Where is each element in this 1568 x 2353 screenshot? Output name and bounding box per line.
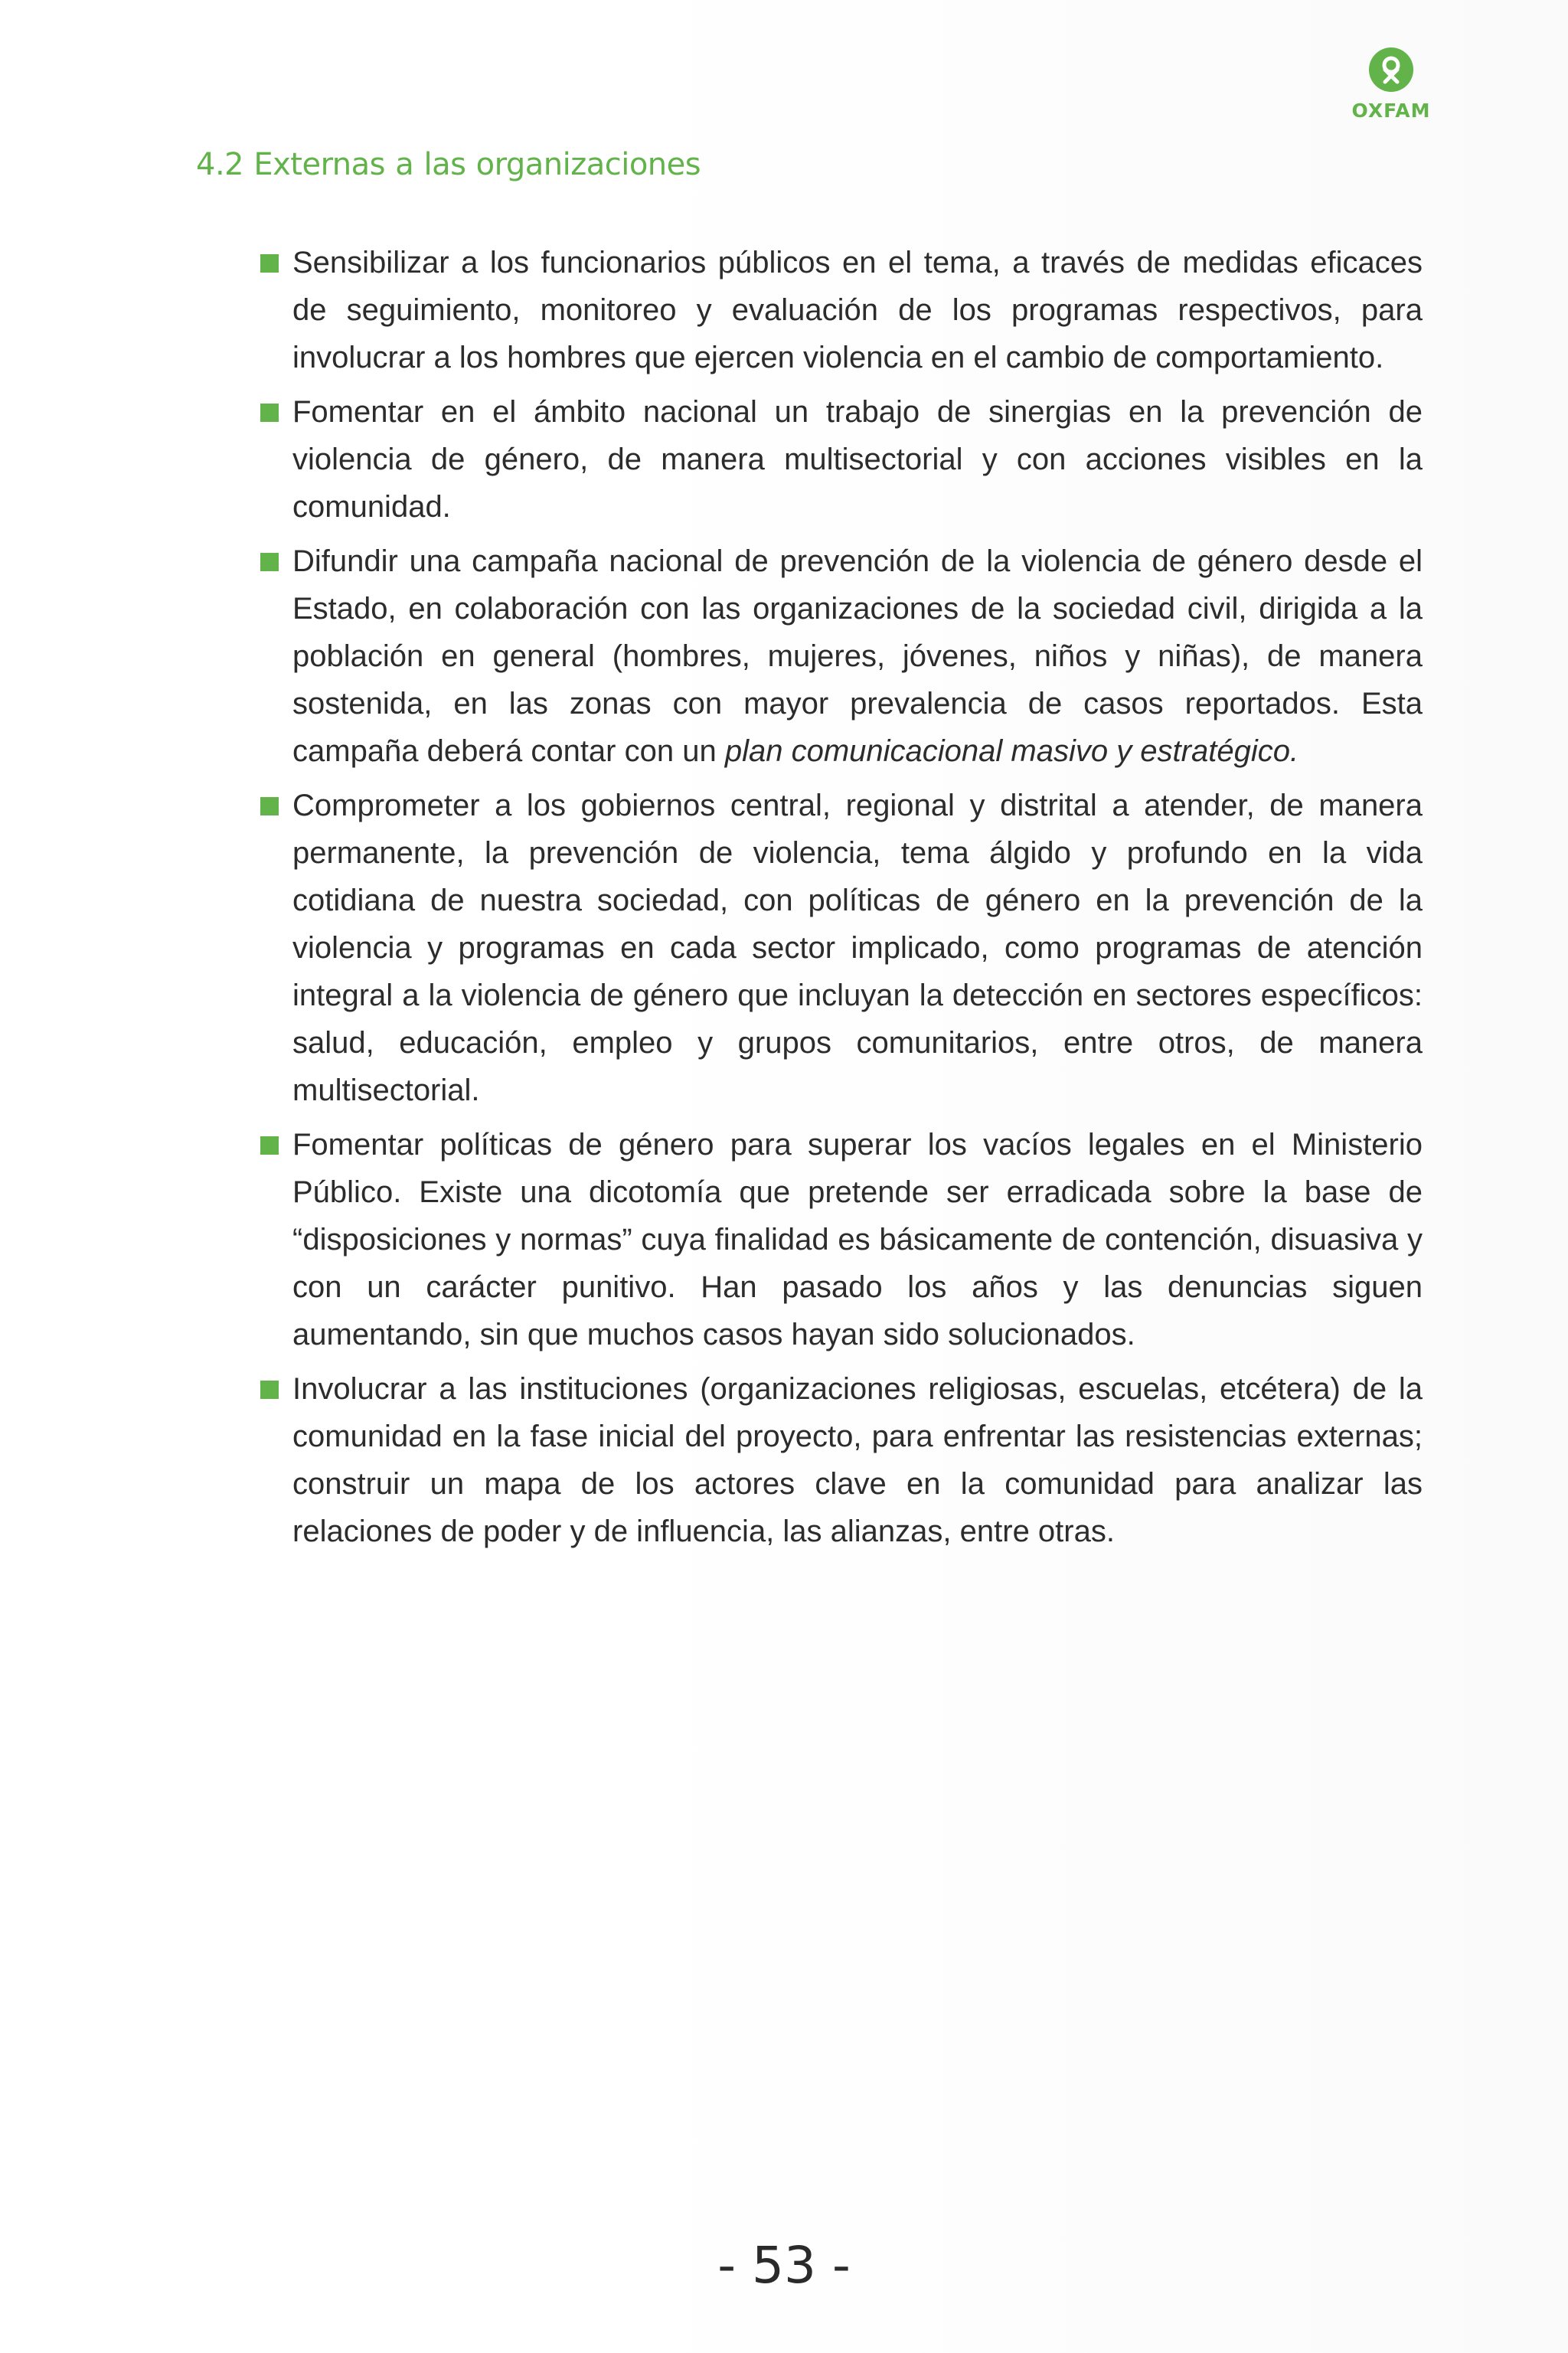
- bullet-square-icon: [260, 1381, 279, 1399]
- list-item-text: Fomentar en el ámbito nacional un trabajo de sinergias en la prevención de violencia de género, de manera multisectorial y con acciones visibles en la comunidad.: [292, 395, 1423, 524]
- bullet-square-icon: [260, 797, 279, 815]
- list-item-emphasis: plan comunicacional masivo y estratégico.: [724, 734, 1299, 768]
- page-number: - 53 -: [717, 2236, 851, 2295]
- list-item-text: Fomentar políticas de género para superar los vacíos legales en el Ministerio Público. Existe una dicotomía que pretende ser erradicada sobre la base de “disposiciones y normas” cuya finalidad es básicamente de contención, disuasiva y con un carácter punitivo. Han pasado los años y las denuncias siguen aumentando, sin que muchos casos hayan sido solucionados.: [292, 1128, 1423, 1351]
- bullet-square-icon: [260, 553, 279, 571]
- list-item-text: Involucrar a las instituciones (organizaciones religiosas, escuelas, etcétera) de la comunidad en la fase inicial del proyecto, para enfrentar las resistencias externas; construir un mapa de los actores clave en la comunidad para analizar las relaciones de poder y de influencia, las alianzas, entre otras.: [292, 1372, 1423, 1548]
- list-item: [257, 782, 1423, 1114]
- list-item: [257, 388, 1423, 531]
- list-item-text: [292, 544, 1423, 768]
- list-item: [257, 1121, 1423, 1358]
- list-item: [257, 239, 1423, 381]
- list-item-text: Sensibilizar a los funcionarios públicos en el tema, a través de medidas eficaces de seguimiento, monitoreo y evaluación de los programas respectivos, para involucrar a los hombres que ejercen violencia en el cambio de comportamiento.: [292, 246, 1423, 374]
- oxfam-logo-text: OXFAM: [1351, 100, 1431, 122]
- list-item: [257, 1365, 1423, 1555]
- bullet-square-icon: [260, 254, 279, 273]
- list-item-text-main: Difundir una campaña nacional de prevención de la violencia de género desde el Estado, en colaboración con las organizaciones de la sociedad civil, dirigida a la población en general (hombres, mujeres, jóvenes, niños y niñas), de manera sostenida, en las zonas con mayor prevalencia de casos reportados. Esta campaña deberá contar con un: [292, 544, 1423, 768]
- bullet-square-icon: [260, 1136, 279, 1155]
- list-item-text: Comprometer a los gobiernos central, regional y distrital a atender, de manera permanente, la prevención de violencia, tema álgido y profundo en la vida cotidiana de nuestra sociedad, con políticas de género en la prevención de la violencia y programas en cada sector implicado, como programas de atención integral a la violencia de género que incluyan la detección en sectores específicos: salud, educación, empleo y grupos comunitarios, entre otros, de manera multisectorial.: [292, 789, 1423, 1107]
- oxfam-logo-icon: [1369, 47, 1413, 92]
- oxfam-logo: [1349, 47, 1433, 132]
- section-title: 4.2 Externas a las organizaciones: [196, 147, 701, 182]
- list-item: [257, 538, 1423, 775]
- bullet-square-icon: [260, 404, 279, 422]
- recommendations-list: [257, 239, 1423, 1562]
